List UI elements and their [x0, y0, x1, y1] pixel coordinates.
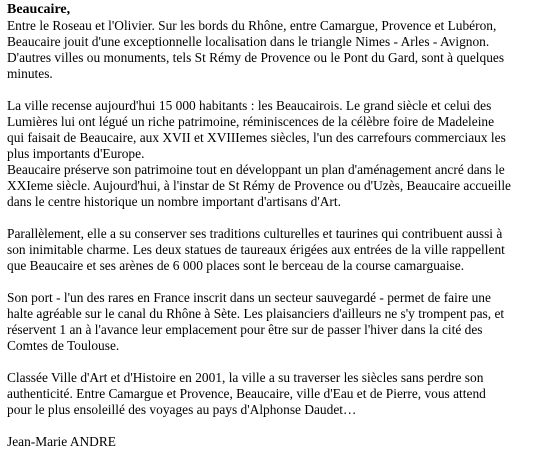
- paragraph-line: dans le centre historique un nombre important d'artisans d'Art.: [7, 194, 341, 209]
- paragraph-history: [7, 98, 556, 162]
- paragraph-line: halte agréable sur le canal du Rhône à Sète. Les plaisanciers d'ailleurs ne s'y trompent pas, et: [7, 306, 505, 321]
- paragraph-heritage: [7, 162, 556, 210]
- paragraph-line: Lumières lui ont légué un riche patrimoine, réminiscences de la célèbre foire de Madeleine: [7, 114, 495, 129]
- paragraph-line: XXIeme siècle. Aujourd'hui, à l'instar de St Rémy de Provence ou d'Uzès, Beaucaire accueille: [7, 178, 512, 193]
- paragraph-line: minutes.: [7, 66, 53, 81]
- paragraph-line: plus importants d'Europe.: [7, 146, 145, 161]
- paragraph-line: Classée Ville d'Art et d'Histoire en 2001, la ville a su traverser les siècles sans perdre son: [7, 370, 484, 385]
- paragraph-art-history: [7, 370, 556, 418]
- paragraph-line: Beaucaire préserve son patrimoine tout en développant un plan d'aménagement ancré dans le: [7, 162, 505, 177]
- paragraph-line: Comtes de Toulouse.: [7, 338, 120, 353]
- paragraph-line: Son port - l'un des rares en France inscrit dans un secteur sauvegardé - permet de faire une: [7, 290, 491, 305]
- paragraph-line: D'autres villes ou monuments, tels St Rémy de Provence ou le Pont du Gard, sont à quelques: [7, 50, 505, 65]
- paragraph-line: réservent 1 an à l'avance leur emplacement pour être sur de passer l'hiver dans la cité des: [7, 322, 483, 337]
- paragraph-line: La ville recense aujourd'hui 15 000 habitants : les Beaucairois. Le grand siècle et celui des: [7, 98, 492, 113]
- paragraph-line: Entre le Roseau et l'Olivier. Sur les bords du Rhône, entre Camargue, Provence et Lubéron,: [7, 18, 497, 33]
- paragraph-location: [7, 18, 556, 82]
- paragraph-line: Parallèlement, elle a su conserver ses traditions culturelles et taurines qui contribuent aussi à: [7, 226, 503, 241]
- paragraph-line: pour le plus ensoleillé des voyages au pays d'Alphonse Daudet…: [7, 402, 357, 417]
- paragraph-port: [7, 290, 556, 354]
- paragraph-line: authenticité. Entre Camargue et Provence, Beaucaire, ville d'Eau et de Pierre, vous attend: [7, 386, 486, 401]
- document-title: Beaucaire,: [7, 2, 71, 17]
- paragraph-line: que Beaucaire et ses arènes de 6 000 places sont le berceau de la course camarguaise.: [7, 258, 465, 273]
- paragraph-line: qui faisait de Beaucaire, aux XVII et XVIIIemes siècles, l'un des carrefours commerciaux les: [7, 130, 506, 145]
- paragraph-traditions: [7, 226, 556, 274]
- author-signature: Jean-Marie ANDRE: [7, 434, 116, 449]
- paragraph-line: son inimitable charme. Les deux statues de taureaux érigées aux entrées de la ville rappellent: [7, 242, 505, 257]
- paragraph-line: Beaucaire jouit d'une exceptionnelle localisation dans le triangle Nimes - Arles - Avignon.: [7, 34, 490, 49]
